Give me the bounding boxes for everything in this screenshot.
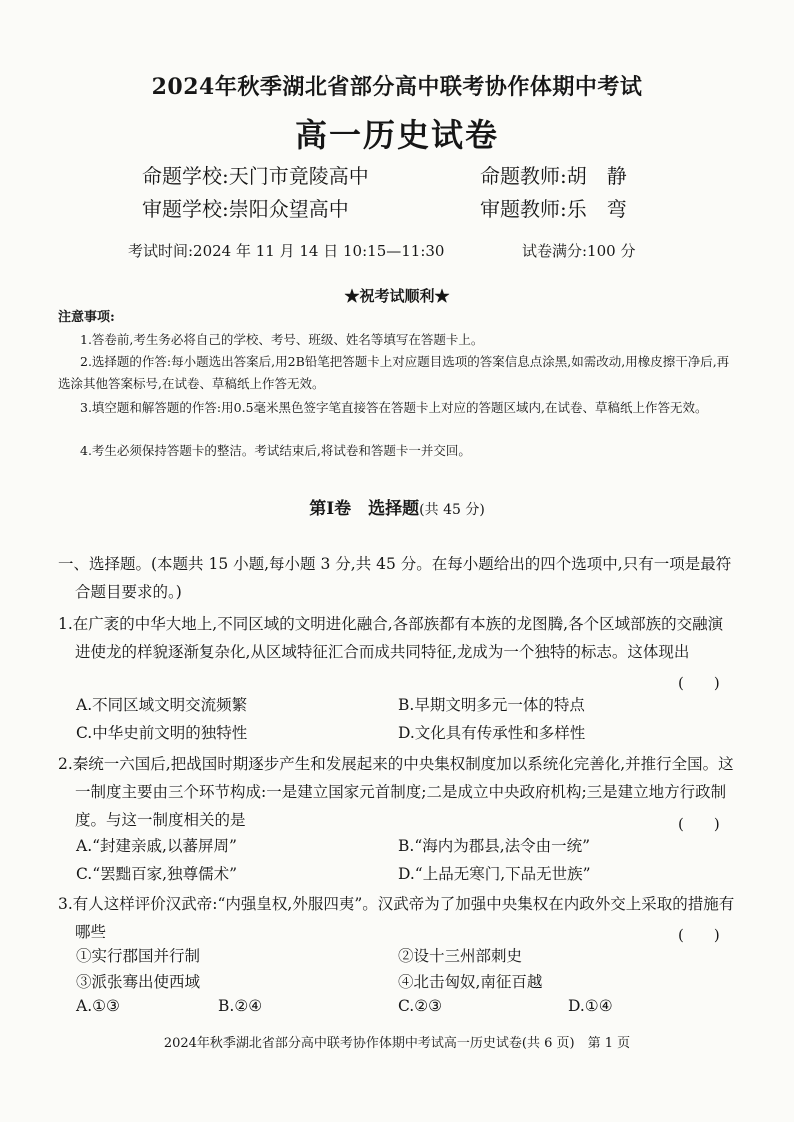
section-intro: [58, 550, 738, 606]
reviewer-school: 审题学校:崇阳众望高中: [142, 197, 349, 221]
exam-title: 2024年秋季湖北省部分高中联考协作体期中考试: [151, 74, 643, 100]
section-intro-text: 一、选择题。(本题共 15 小题,每小题 3 分,共 45 分。在每小题给出的四个选项中,只有一项是最符合题目要求的。): [58, 555, 732, 601]
option-c: C.②③: [398, 997, 443, 1015]
part-title-main: 第Ⅰ卷 选择题: [309, 499, 420, 519]
paper-subtitle: 高一历史试卷: [294, 116, 499, 154]
answer-paren: ( ): [678, 815, 720, 833]
answer-paren: ( ): [678, 926, 720, 944]
option-d: D.“上品无寒门,下品无世族”: [398, 865, 591, 883]
statement-4: ④北击匈奴,南征百越: [398, 973, 543, 991]
notice-item: 3.填空题和解答题的作答:用0.5毫米黑色签字笔直接答在答题卡上对应的答题区域内,在试卷、草稿纸上作答无效。: [80, 400, 708, 415]
option-a: A.不同区域文明交流频繁: [76, 696, 248, 714]
question-3-stem: 3.有人这样评价汉武帝:“内强皇权,外服四夷”。汉武帝为了加强中央集权在内政外交上采取的措施有哪些: [58, 895, 735, 941]
good-luck-banner: ★祝考试顺利★: [344, 287, 450, 305]
question-2: [58, 750, 738, 834]
statement-3: ③派张骞出使西域: [76, 973, 201, 991]
option-b: B.②④: [218, 997, 263, 1015]
setter-school: 命题学校:天门市竟陵高中: [142, 164, 369, 188]
statement-1: ①实行郡国并行制: [76, 947, 201, 965]
option-d: D.①④: [568, 997, 613, 1015]
question-2-stem: 2.秦统一六国后,把战国时期逐步产生和发展起来的中央集权制度加以系统化完善化,并推行全国。这一制度主要由三个环节构成:一是建立国家元首制度;二是成立中央政府机构;三是建立地方行政制度。与这一制度相关的是: [58, 755, 734, 829]
question-1: [58, 610, 738, 666]
exam-time: 考试时间:2024 年 11 月 14 日 10:15—11:30: [128, 242, 445, 260]
option-b: B.“海内为郡县,法令由一统”: [398, 837, 591, 855]
answer-paren: ( ): [678, 674, 720, 692]
part-title-score: (共 45 分): [419, 502, 485, 518]
full-score: 试卷满分:100 分: [522, 242, 636, 260]
statement-2: ②设十三州部刺史: [398, 947, 523, 965]
reviewer-teacher: 审题教师:乐 弯: [480, 197, 627, 221]
option-a: A.“封建亲戚,以蕃屏周”: [76, 837, 237, 855]
setter-teacher: 命题教师:胡 静: [480, 164, 627, 188]
option-c: C.中华史前文明的独特性: [76, 724, 248, 742]
option-a: A.①③: [76, 997, 120, 1015]
question-3: [58, 890, 738, 946]
page-footer: 2024年秋季湖北省部分高中联考协作体期中考试高一历史试卷(共 6 页) 第 1 页: [163, 1036, 631, 1051]
question-1-stem: 1.在广袤的中华大地上,不同区域的文明进化融合,各部族都有本族的龙图腾,各个区域部族的交融演进使龙的样貌逐渐复杂化,从区域特征汇合而成共同特征,龙成为一个独特的标志。这体现出: [58, 615, 724, 661]
notice-item: 4.考生必须保持答题卡的整洁。考试结束后,将试卷和答题卡一并交回。: [80, 443, 471, 458]
notice-item: 1.答卷前,考生务必将自己的学校、考号、班级、姓名等填写在答题卡上。: [80, 332, 484, 347]
notice-title: 注意事项:: [58, 310, 115, 325]
notice-item: 2.选择题的作答:每小题选出答案后,用2B铅笔把答题卡上对应题目选项的答案信息点涂黑,如需改动,用橡皮擦干净后,再选涂其他答案标号,在试卷、草稿纸上作答无效。: [58, 354, 730, 391]
option-b: B.早期文明多元一体的特点: [398, 696, 585, 714]
part-title: [0, 494, 794, 519]
option-c: C.“罢黜百家,独尊儒术”: [76, 865, 238, 883]
option-d: D.文化具有传承性和多样性: [398, 724, 586, 742]
